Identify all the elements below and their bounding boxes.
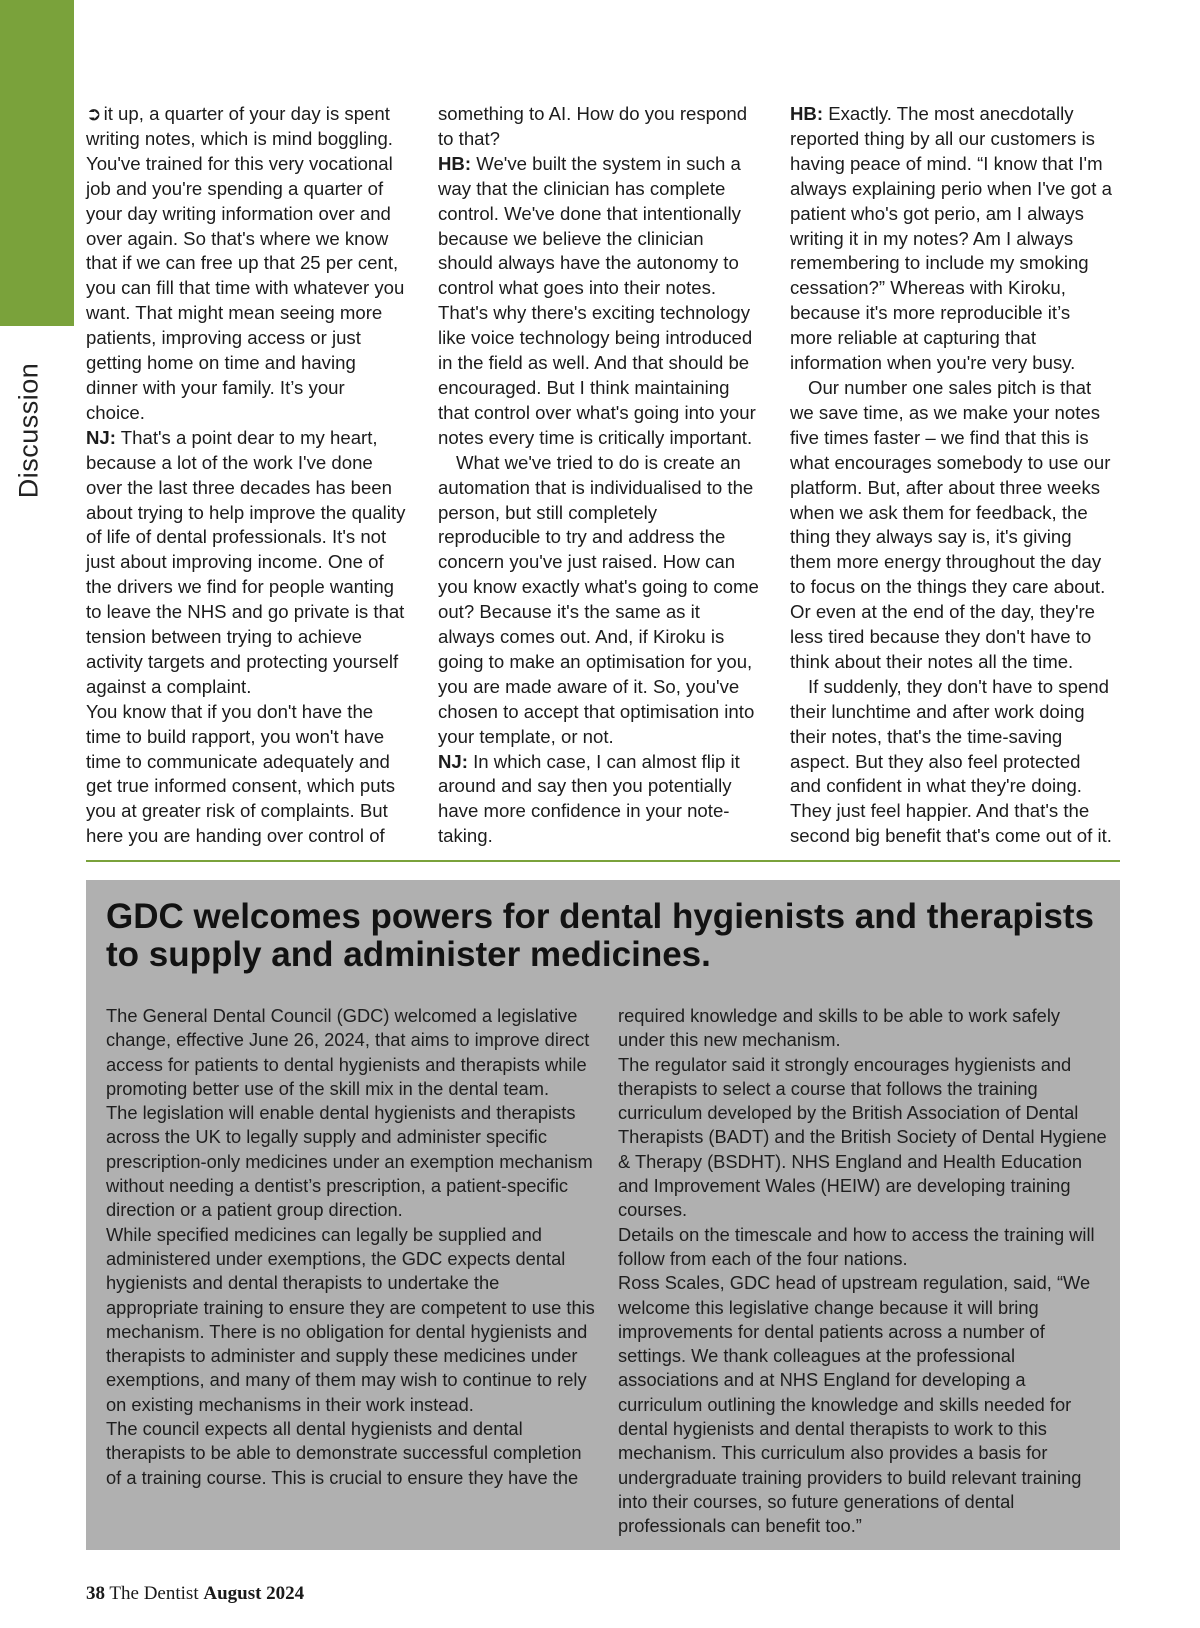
article-paragraph (438, 152, 760, 451)
paragraph-text: What we've tried to do is create an automation that is individualised to the person, but still completely reproducible to try and address the concern you've just raised. How can you know exactly what's going to come out? Because it's the same as it always comes out. And, if Kiroku is going to make an optimisation for you, you are made aware of it. So, you've chosen to accept that optimisation into your template, or not. (438, 451, 759, 747)
news-box-column-2 (618, 1004, 1108, 1539)
section-divider (86, 860, 1120, 862)
article-paragraph (438, 750, 760, 850)
news-box-paragraph: The General Dental Council (GDC) welcomed a legislative change, effective June 26, 2024, that aims to improve direct access for patients to dental hygienists and therapists while promoting better use of the skill mix in the dental team. (106, 1005, 590, 1099)
section-color-tab (0, 0, 74, 326)
article-paragraph (438, 451, 760, 750)
article-column-2 (438, 102, 760, 849)
paragraph-text: Our number one sales pitch is that we save time, as we make your notes five times faster – we find that this is what encourages somebody to use our platform. But, after about three weeks when we ask them for feedback, the thing they always say is, it's giving them more energy throughout the day to focus on the things they care about. Or even at the end of the day, they're less tired because they don't have to think about their notes all the time. (790, 376, 1111, 672)
page-number: 38 (86, 1583, 105, 1604)
continuation-arrow-icon: ➲ (86, 103, 102, 124)
news-box-column-1 (106, 1004, 596, 1490)
news-box-paragraph: Ross Scales, GDC head of upstream regulation, said, “We welcome this legislative change because it will bring improvements for dental patients across a number of settings. We thank colleagues at the professional associations and at NHS England for developing a curriculum outlining the knowledge and skills needed for dental hygienists and dental therapists to work to this mechanism. This curriculum also provides a basis for undergraduate training providers to build relevant training into their courses, so future generations of dental professionals can benefit too.” (618, 1272, 1091, 1537)
paragraph-text: In which case, I can almost flip it around and say then you potentially have more confidence in your note-taking. (438, 750, 740, 847)
paragraph-text: You know that if you don't have the time to build rapport, you won't have time to communicate adequately and get true informed consent, which puts you at greater risk of complaints. But here you are handing over control of (86, 700, 396, 847)
section-label: Discussion (13, 362, 44, 499)
paragraph-text: That's a point dear to my heart, because a lot of the work I've done over the last three decades has been about trying to help improve the quality of life of dental professionals. It's not just about improving income. One of the drivers we find for people wanting to leave the NHS and go private is that tension between trying to achieve activity targets and protecting yourself against a complaint. (86, 426, 406, 697)
speaker-label: HB: (790, 103, 824, 124)
article-paragraph (86, 426, 408, 700)
news-box-paragraph: While specified medicines can legally be supplied and administered under exemptions, the GDC expects dental hygienists and dental therapists to undertake the appropriate training to ensure they are competent to use this mechanism. There is no obligation for dental hygienists and therapists to administer and supply these medicines under exemptions, and many of them may wish to continue to rely on existing mechanisms in their work instead. (106, 1223, 595, 1415)
paragraph-text: Exactly. The most anecdotally reported thing by all our customers is having peace of mind. “I know that I'm always explaining perio when I've got a patient who's got perio, am I always writing it in my notes? Am I always remembering to include my smoking cessation?” Whereas with Kiroku, because it's more reproducible it’s more reliable at capturing that information when you're very busy. (790, 103, 1112, 374)
paragraph-text: it up, a quarter of your day is spent writing notes, which is mind boggling. You've trained for this very vocational job and you're spending a quarter of your day writing information over and over again. So that's where we know that if we can free up that 25 per cent, you can fill that time with whatever you want. That might mean seeing more patients, improving access or just getting home on time and having dinner with your family. It’s your choice. (86, 103, 405, 423)
news-box-paragraph: required knowledge and skills to be able to work safely under this new mechanism. (618, 1005, 1061, 1051)
paragraph-text: We've built the system in such a way that the clinician has complete control. We've done that intentionally because we believe the clinician should always have the autonomy to control what goes into their notes. That's why there's exciting technology like voice technology being introduced in the field as well. And that should be encouraged. But I think maintaining that control over what's going into your notes every time is critically important. (438, 152, 756, 448)
page-footer (86, 1583, 304, 1605)
paragraph-text: something to AI. How do you respond to that? (438, 103, 748, 149)
paragraph-text: If suddenly, they don't have to spend their lunchtime and after work doing their notes, that's the time-saving aspect. But they also feel protected and confident in what they're doing. They just feel happier. And that's the second big benefit that's come out of it. (790, 675, 1112, 847)
article-column-1 (86, 102, 408, 849)
article-paragraph (790, 376, 1112, 675)
news-box-paragraph: The regulator said it strongly encourages hygienists and therapists to select a course that follows the training curriculum developed by the British Association of Dental Therapists (BADT) and the British Society of Dental Hygiene & Therapy (BSDHT). NHS England and Health Education and Improvement Wales (HEIW) are developing training courses. (618, 1053, 1107, 1221)
news-box-paragraph: Details on the timescale and how to access the training will follow from each of the four nations. (618, 1223, 1095, 1269)
news-box (86, 880, 1120, 1550)
article-paragraph (790, 102, 1112, 376)
speaker-label: HB: (438, 152, 472, 174)
news-box-paragraph: The council expects all dental hygienists and dental therapists to be able to demonstrate successful completion of a training course. This is crucial to ensure they have the (106, 1418, 582, 1488)
speaker-label: NJ: (438, 750, 468, 772)
publication-name: The Dentist (109, 1583, 199, 1604)
article-paragraph (86, 102, 408, 426)
article-paragraph (86, 700, 408, 849)
speaker-label: NJ: (86, 426, 116, 448)
article-column-3 (790, 102, 1112, 849)
issue-date: August 2024 (203, 1583, 305, 1604)
article-paragraph (790, 675, 1112, 849)
article-paragraph (438, 102, 760, 152)
news-box-paragraph: The legislation will enable dental hygienists and therapists across the UK to legally supply and administer specific prescription-only medicines under an exemption mechanism without needing a dentist’s prescription, a patient-specific direction or a patient group direction. (106, 1102, 593, 1221)
news-box-title: GDC welcomes powers for dental hygienists and therapists to supply and administer medicines. (106, 897, 1095, 974)
